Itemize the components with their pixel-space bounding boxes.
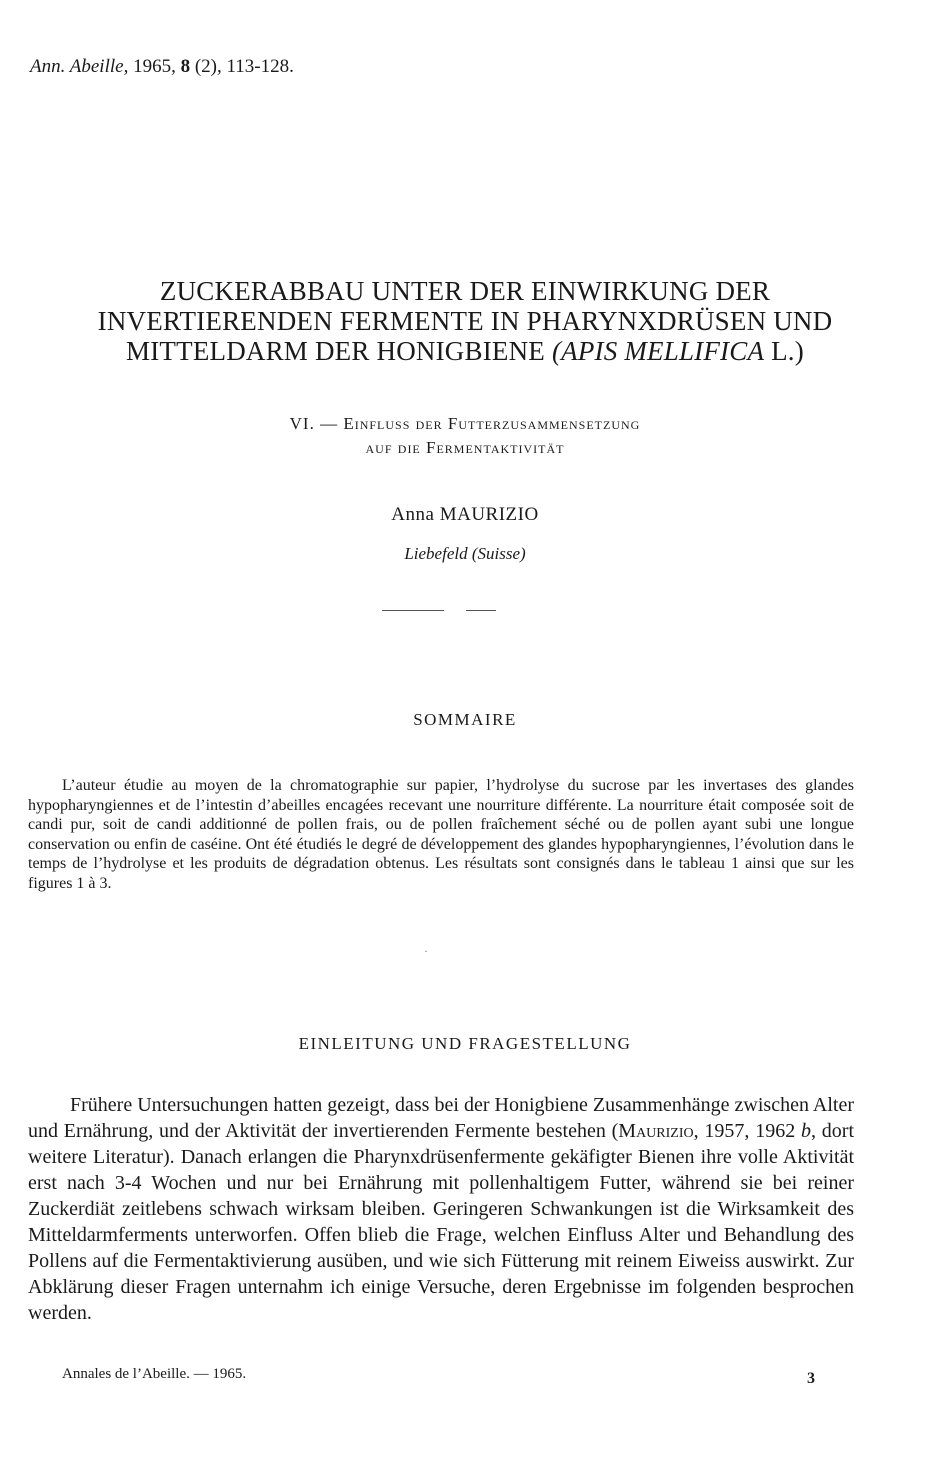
title-line-2: INVERTIERENDEN FERMENTE IN PHARYNXDRÜSEN UND bbox=[97, 306, 833, 336]
page-number: 3 bbox=[807, 1370, 815, 1387]
author-name: Anna MAURIZIO bbox=[391, 504, 539, 525]
separator-line-left bbox=[382, 610, 444, 611]
journal-citation bbox=[30, 56, 294, 78]
author-affiliation: Liebefeld (Suisse) bbox=[404, 544, 526, 563]
footer-journal: Annales de l’Abeille. — 1965. bbox=[62, 1366, 247, 1382]
einleitung-heading: EINLEITUNG UND FRAGESTELLUNG bbox=[298, 1034, 632, 1053]
einleitung-text-start: Frühere Untersuchungen hatten gezeigt, dass bei der Honigbiene Zusammenhänge zwischen Alter und Ernährung, und der Aktivität der invertierenden Fermente bestehen ( bbox=[28, 1094, 854, 1142]
title-line-3 bbox=[20, 336, 910, 366]
sommaire-heading: SOMMAIRE bbox=[413, 710, 517, 729]
citation-year: 1965, bbox=[133, 56, 176, 77]
section-dot: · bbox=[424, 944, 428, 958]
subtitle-line-1: VI. — Einfluss der Futterzusammensetzung bbox=[289, 414, 641, 433]
reference-author: Maurizio bbox=[618, 1120, 694, 1142]
title-species: (APIS MELLIFICA bbox=[551, 336, 765, 366]
title-line-1: ZUCKERABBAU UNTER DER EINWIRKUNG DER bbox=[159, 276, 771, 306]
reference-years: , 1957, 1962 bbox=[693, 1120, 796, 1142]
einleitung-text-end: , dort weitere Literatur). Danach erlangen die Pharynxdrüsenfermente gekäfigter Bienen ihre volle Aktivität erst nach 3-4 Wochen und nur bei Ernährung mit pollenhaltigem Futter, während sie bei reiner Zuckerdiät zeitlebens schwach wirksam bleiben. Geringeren Schwankungen ist die Wirksamkeit des Mitteldarmferments unterworfen. Offen blieb die Frage, welchen Einfluss Alter und Behandlung des Pollens auf die Fermentaktivierung ausüben, und wie sich Fütterung mit reinem Eiweiss auswirkt. Zur Abklärung dieser Fragen unternahm ich einige Versuche, deren Ergebnisse im folgenden besprochen werden. bbox=[28, 1120, 855, 1324]
title-line-3-end: L.) bbox=[771, 336, 804, 366]
citation-volume: 8 bbox=[180, 56, 191, 77]
subtitle-line-2: auf die Fermentaktivität bbox=[365, 438, 565, 457]
einleitung-text bbox=[28, 1092, 854, 1326]
paper-subtitle bbox=[40, 412, 890, 460]
paper-title bbox=[20, 276, 910, 366]
citation-pages: (2), 113-128. bbox=[194, 56, 294, 77]
separator-line-right bbox=[466, 610, 496, 611]
journal-name: Ann. Abeille, bbox=[30, 56, 129, 77]
title-line-3-main: MITTELDARM DER HONIGBIENE bbox=[126, 336, 545, 366]
sommaire-text: L’auteur étudie au moyen de la chromatographie sur papier, l’hydrolyse du sucrose par les invertases des glandes hypopharyngiennes et de l’intestin d’abeilles encagées recevant une nourriture différente. La nourriture était composée soit de candi pur, soit de candi additionné de pollen frais, ou de pollen fraîchement séché ou de pollen ayant subi une longue conservation ou enfin de caséine. Ont été étudiés le degré de développement des glandes hypopharyngiennes, l’évolution dans le temps de l’hydrolyse et les produits de dégradation obtenus. Les résultats sont consignés dans le tableau 1 ainsi que sur les figures 1 à 3. bbox=[28, 777, 854, 892]
reference-letter: b bbox=[801, 1120, 811, 1142]
